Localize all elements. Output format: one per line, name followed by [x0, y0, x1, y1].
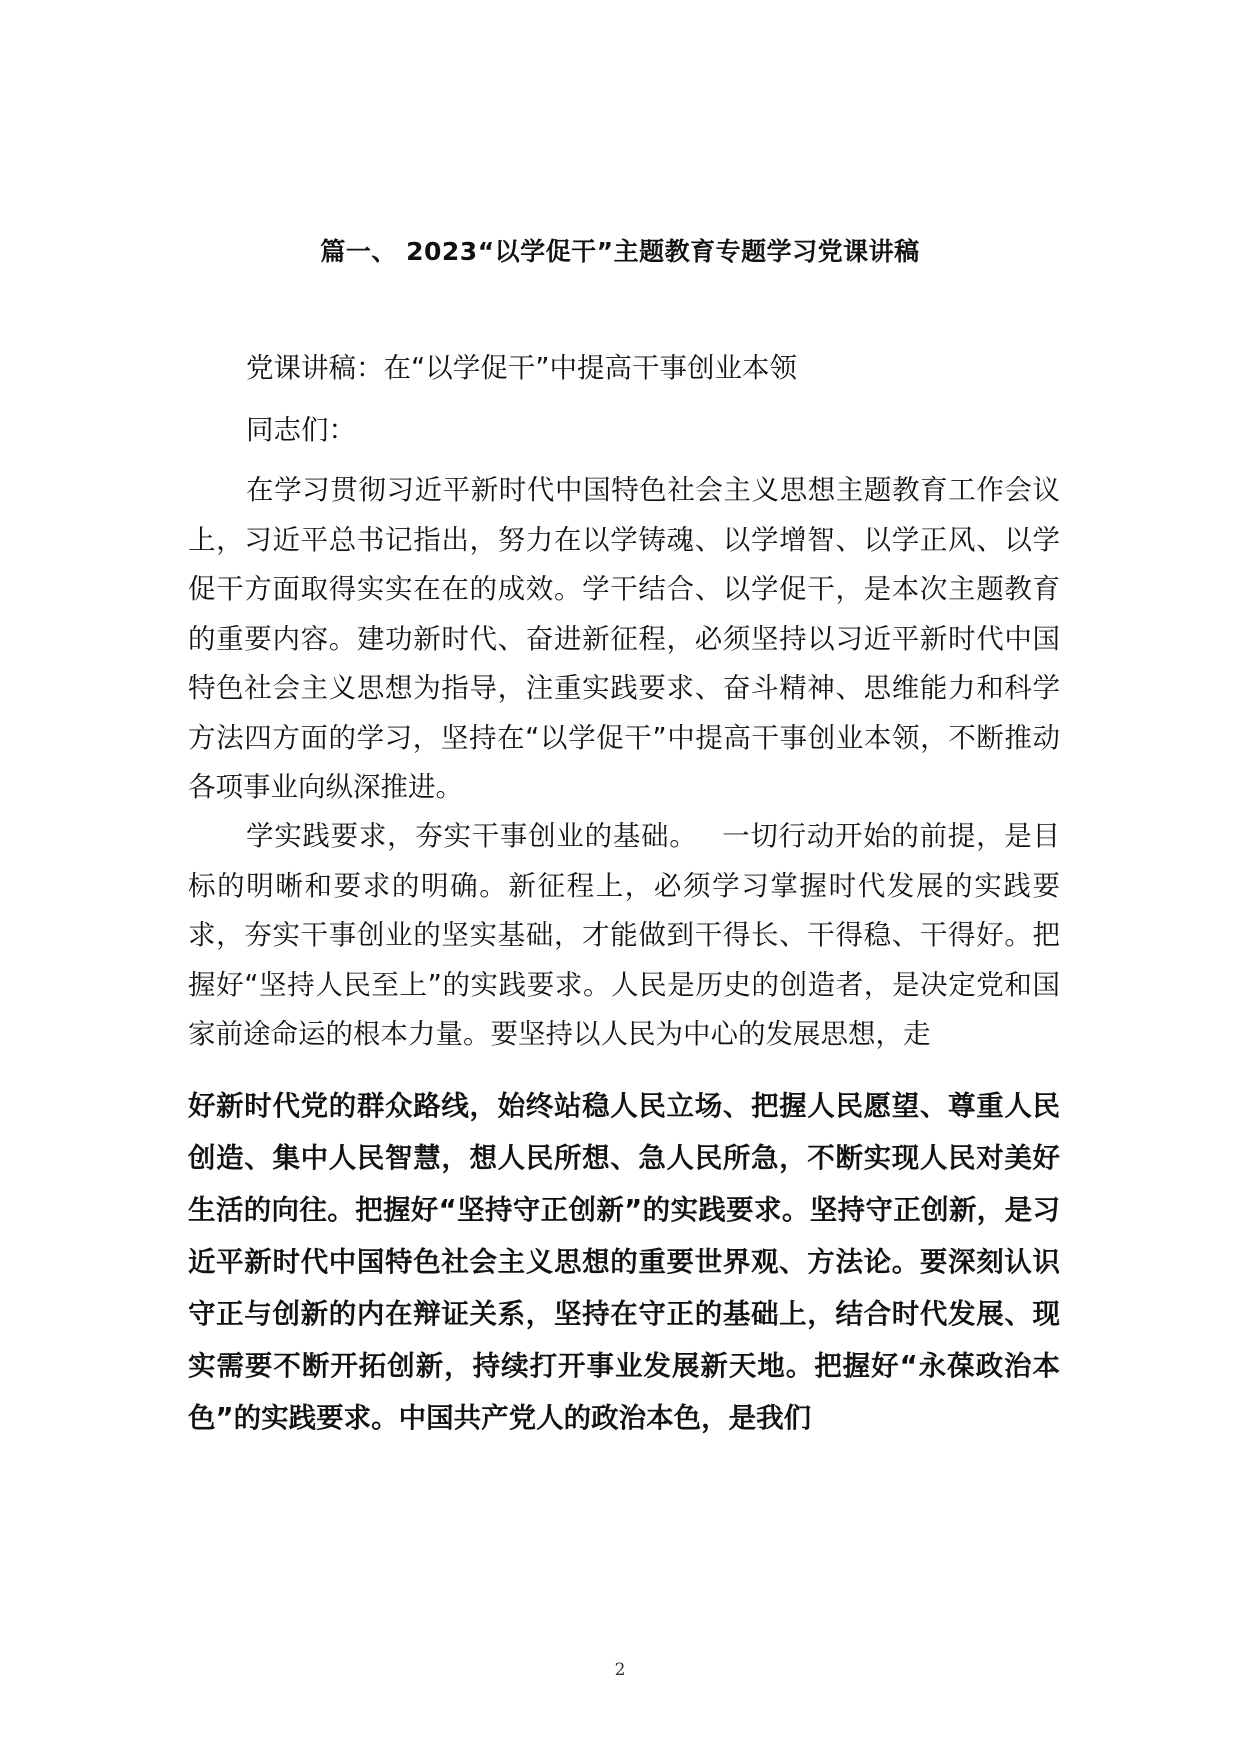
lecture-subtitle: 党课讲稿：在“以学促干”中提高干事创业本领: [246, 352, 797, 384]
paragraph-intro: 在学习贯彻习近平新时代中国特色社会主义思想主题教育工作会议上，习近平总书记指出，努力在以学铸魂、以学增智、以学正风、以学促干方面取得实实在在的成效。学干结合、以学促干，是本次主题教育的重要内容。建功新时代、奋进新征程，必须坚持以习近平新时代中国特色社会主义思想为指导，注重实践要求、奋斗精神、思维能力和科学方法四方面的学习，坚持在“以学促干”中提高干事创业本领，不断推动各项事业向纵深推进。: [188, 474, 1060, 803]
paragraph-bold-continuation: 好新时代党的群众路线，始终站稳人民立场、把握人民愿望、尊重人民创造、集中人民智慧，想人民所想、急人民所急，不断实现人民对美好生活的向往。把握好“坚持守正创新”的实践要求。坚持守正创新，是习近平新时代中国特色社会主义思想的重要世界观、方法论。要深刻认识守正与创新的内在辩证关系，坚持在守正的基础上，结合时代发展、现实需要不断开拓创新，持续打开事业发展新天地。把握好“永葆政治本色”的实践要求。中国共产党人的政治本色，是我们: [188, 1090, 1060, 1434]
paragraph-body: 一切行动开始的前提，是目标的明晰和要求的明确。新征程上，必须学习掌握时代发展的实践要求，夯实干事创业的坚实基础，才能做到干得长、干得稳、干得好。把握好“坚持人民至上”的实践要求。人民是历史的创造者，是决定党和国家前途命运的根本力量。要坚持以人民为中心的发展思想，走: [188, 820, 1061, 1050]
paragraph-practice-requirements: [188, 812, 1060, 1060]
document-title: 篇一、 2023“以学促干”主题教育专题学习党课讲稿: [320, 237, 920, 266]
greeting: 同志们：: [246, 414, 356, 446]
page-number: 2: [614, 1660, 626, 1680]
paragraph-lead-sentence: 学实践要求，夯实干事创业的基础。: [246, 820, 698, 852]
